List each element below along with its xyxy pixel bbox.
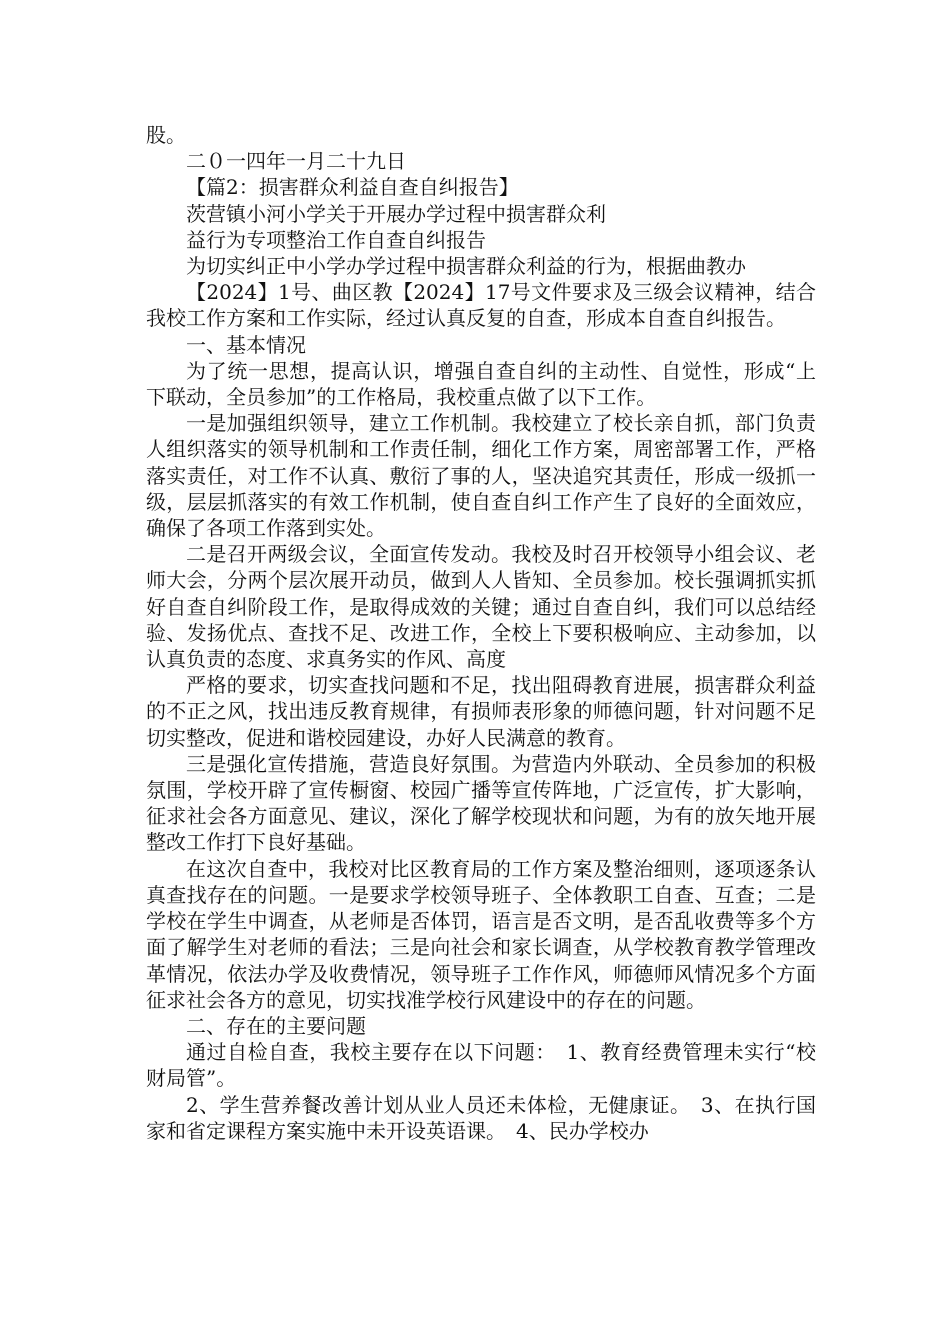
date-line: 二０一四年一月二十九日	[186, 149, 406, 174]
paragraph-intro-cont: 【2024】1号、曲区教【2024】17号文件要求及三级会议精神，结合我校工作方案和工作实际，经过认真反复的自查，形成本自查自纠报告。	[146, 280, 816, 331]
paragraph-self-inspection: 在这次自查中，我校对比区教育局的工作方案及整治细则，逐项逐条认真查找存在的问题。一是要求学校领导班子、全体教职工自查、互查；二是学校在学生中调查，从老师是否体罚，语言是否文明，是否乱收费等多个方面了解学生对老师的看法；三是向社会和家长调查，从学校教育教学管理改革情况，依法办学及收费情况，领导班子工作作风，师德师风情况多个方面征求社会各方的意见，切实找准学校行风建设中的存在的问题。	[146, 856, 816, 1012]
section-heading-article-2: 【篇2：损害群众利益自查自纠报告】	[186, 175, 519, 200]
paragraph-problems-2: 2、学生营养餐改善计划从业人员还未体检，无健康证。 3、在执行国家和省定课程方案实施中未开设英语课。 4、民办学校办	[146, 1092, 816, 1143]
report-title-line-2: 益行为专项整治工作自查自纠报告	[186, 227, 486, 252]
paragraph-requirements: 严格的要求，切实查找问题和不足，找出阻碍教育进展，损害群众利益的不正之风，找出违反教育规律，有损师表形象的师德问题，针对问题不足切实整改，促进和谐校园建设，办好人民满意的教育。	[146, 673, 816, 750]
heading-basic-situation: 一、基本情况	[186, 332, 306, 357]
paragraph-meetings: 二是召开两级会议，全面宣传发动。我校及时召开校领导小组会议、老师大会，分两个层次展开动员，做到人人皆知、全员参加。校长强调抓实抓好自查自纠阶段工作，是取得成效的关键；通过自查自纠，我们可以总结经验、发扬优点、查找不足、改进工作，全校上下要积极响应、主动参加，以认真负责的态度、求真务实的作风、高度	[146, 542, 816, 672]
report-title-line-1: 茨营镇小河小学关于开展办学过程中损害群众利	[186, 201, 606, 226]
paragraph-intro: 为切实纠正中小学办学过程中损害群众利益的行为，根据曲教办	[186, 254, 746, 279]
paragraph-problems-1: 通过自检自查，我校主要存在以下问题： 1、教育经费管理未实行“校财局管”。	[146, 1040, 816, 1091]
paragraph-0: 股。	[146, 123, 186, 147]
heading-main-problems: 二、存在的主要问题	[186, 1013, 366, 1038]
document-body	[146, 122, 816, 1144]
paragraph-basic-overview: 为了统一思想，提高认识，增强自查自纠的主动性、自觉性，形成“上下联动，全员参加”的工作格局，我校重点做了以下工作。	[146, 358, 816, 410]
paragraph-publicity: 三是强化宣传措施，营造良好氛围。为营造内外联动、全员参加的积极氛围，学校开辟了宣传橱窗、校园广播等宣传阵地，广泛宣传，扩大影响，征求社会各方面意见、建议，深化了解学校现状和问题，为有的放矢地开展整改工作打下良好基础。	[146, 751, 816, 855]
paragraph-organization: 一是加强组织领导，建立工作机制。我校建立了校长亲自抓，部门负责人组织落实的领导机制和工作责任制，细化工作方案，周密部署工作，严格落实责任，对工作不认真、敷衍了事的人，坚决追究其责任，形成一级抓一级，层层抓落实的有效工作机制，使自查自纠工作产生了良好的全面效应，确保了各项工作落到实处。	[146, 411, 816, 541]
